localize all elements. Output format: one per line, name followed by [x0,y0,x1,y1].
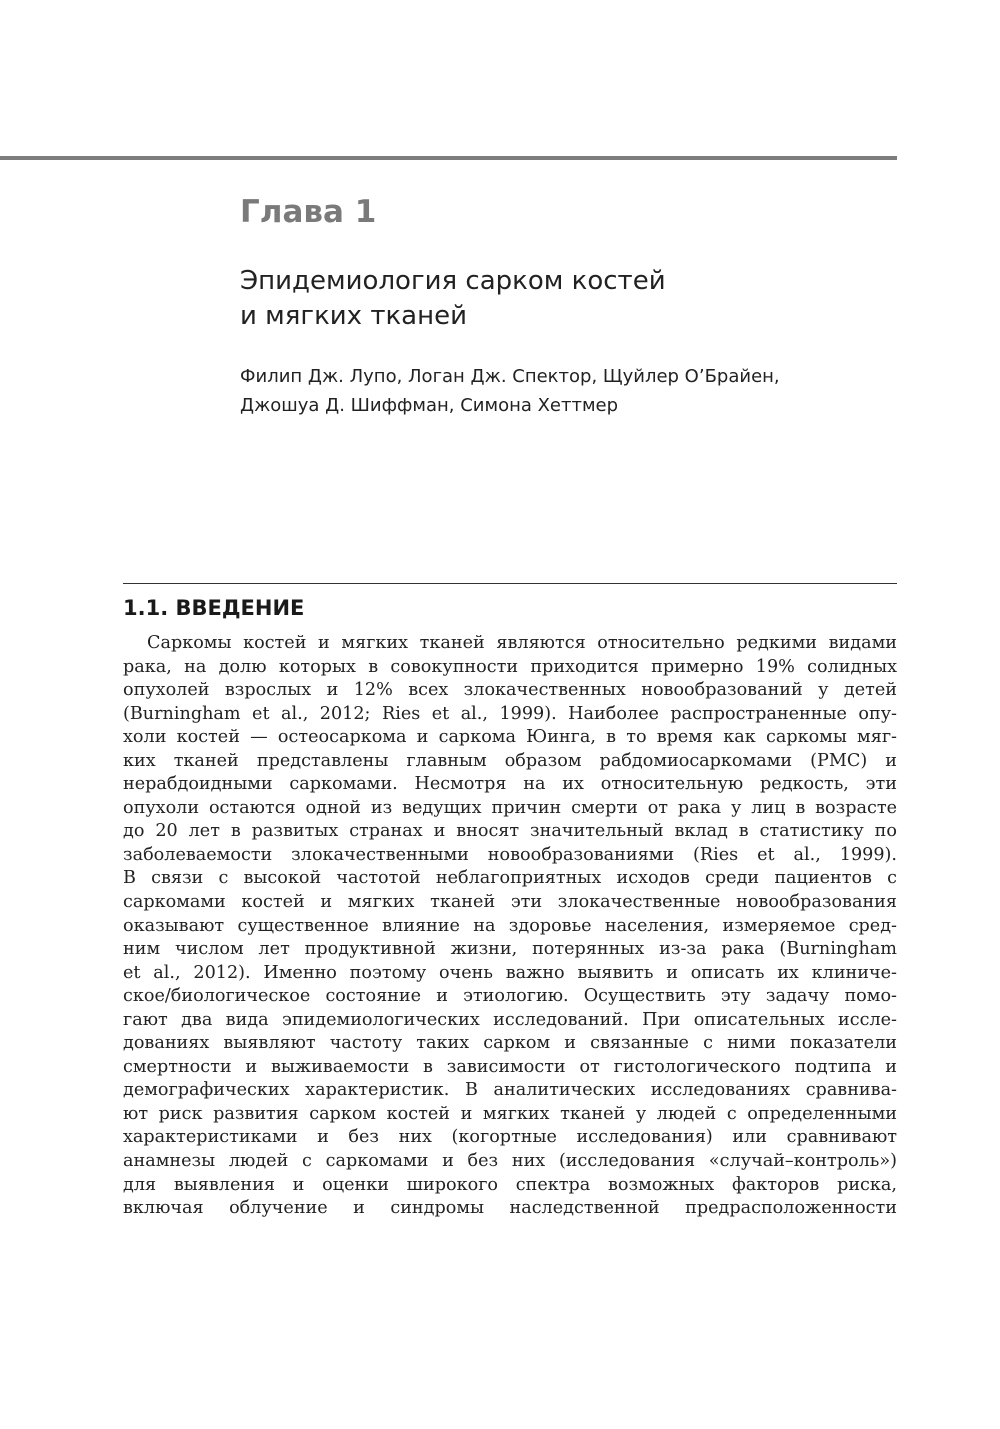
paragraph-line: ют риск развития сарком костей и мягких тканей у людей с определенными [123,1103,897,1124]
paragraph-line: опухоли остаются одной из ведущих причин смерти от рака у лиц в возрасте [123,797,897,818]
authors-line: Джошуа Д. Шиффман, Симона Хеттмер [240,395,619,416]
paragraph-line: анамнезы людей с саркомами и без них (исследования «случай–контроль») [123,1151,897,1172]
paragraph-line: нерабдоидными саркомами. Несмотря на их относительную редкость, эти [123,774,897,795]
paragraph-line: включая облучение и синдромы наследственной предрасположенности [123,1198,897,1219]
paragraph-line: демографических характеристик. В аналитических исследованиях сравнива- [123,1080,897,1101]
paragraph-line: заболеваемости злокачественными новообразованиями (Ries et al., 1999). [123,844,897,865]
paragraph-line: (Burningham et al., 2012; Ries et al., 1999). Наиболее распространенные опу- [123,703,897,724]
paragraph-line: характеристиками и без них (когортные исследования) или сравнивают [123,1127,897,1148]
paragraph-line: ское/биологическое состояние и этиологию. Осуществить эту задачу помо- [123,986,897,1007]
paragraph-line: саркомами костей и мягких тканей эти злокачественные новообразования [123,892,897,913]
paragraph-line: et al., 2012). Именно поэтому очень важно выявить и описать их клиниче- [123,962,897,983]
section-rule [123,583,897,584]
paragraph-line: холи костей — остеосаркома и саркома Юинга, в то время как саркомы мяг- [123,727,897,748]
section-heading: 1.1. ВВЕДЕНИЕ [123,596,305,620]
paragraph-line: рака, на долю которых в совокупности приходится примерно 19% солидных [123,656,897,677]
chapter-label: Глава 1 [240,194,377,230]
chapter-title-line: Эпидемиология сарком костей [240,266,666,296]
paragraph-line: для выявления и оценки широкого спектра возможных факторов риска, [123,1174,897,1195]
paragraph-line: опухолей взрослых и 12% всех злокачественных новообразований у детей [123,680,897,701]
paragraph-line: смертности и выживаемости в зависимости от гистологического подтипа и [123,1056,897,1077]
paragraph-line: оказывают существенное влияние на здоровье населения, измеряемое сред- [123,915,897,936]
paragraph-line: гают два вида эпидемиологических исследований. При описательных иссле- [123,1009,897,1030]
paragraph-line: В связи с высокой частотой неблагоприятных исходов среди пациентов с [123,868,897,889]
chapter-authors [240,362,880,420]
paragraph-line: до 20 лет в развитых странах и вносят значительный вклад в статистику по [123,821,897,842]
paragraph-line: ним числом лет продуктивной жизни, потерянных из-за рака (Burningham [123,939,897,960]
authors-line: Филип Дж. Лупо, Логан Дж. Спектор, Щуйлер О’Брайен, [240,366,780,387]
chapter-top-rule [0,156,897,160]
chapter-title [240,264,880,334]
section-paragraph [123,632,897,1221]
paragraph-line: ких тканей представлены главным образом рабдомиосаркомами (РМС) и [123,750,897,771]
chapter-title-line: и мягких тканей [240,301,468,331]
paragraph-line: дованиях выявляют частоту таких сарком и связанные с ними показатели [123,1033,897,1054]
paragraph-line: Саркомы костей и мягких тканей являются относительно редкими видами [147,633,897,653]
